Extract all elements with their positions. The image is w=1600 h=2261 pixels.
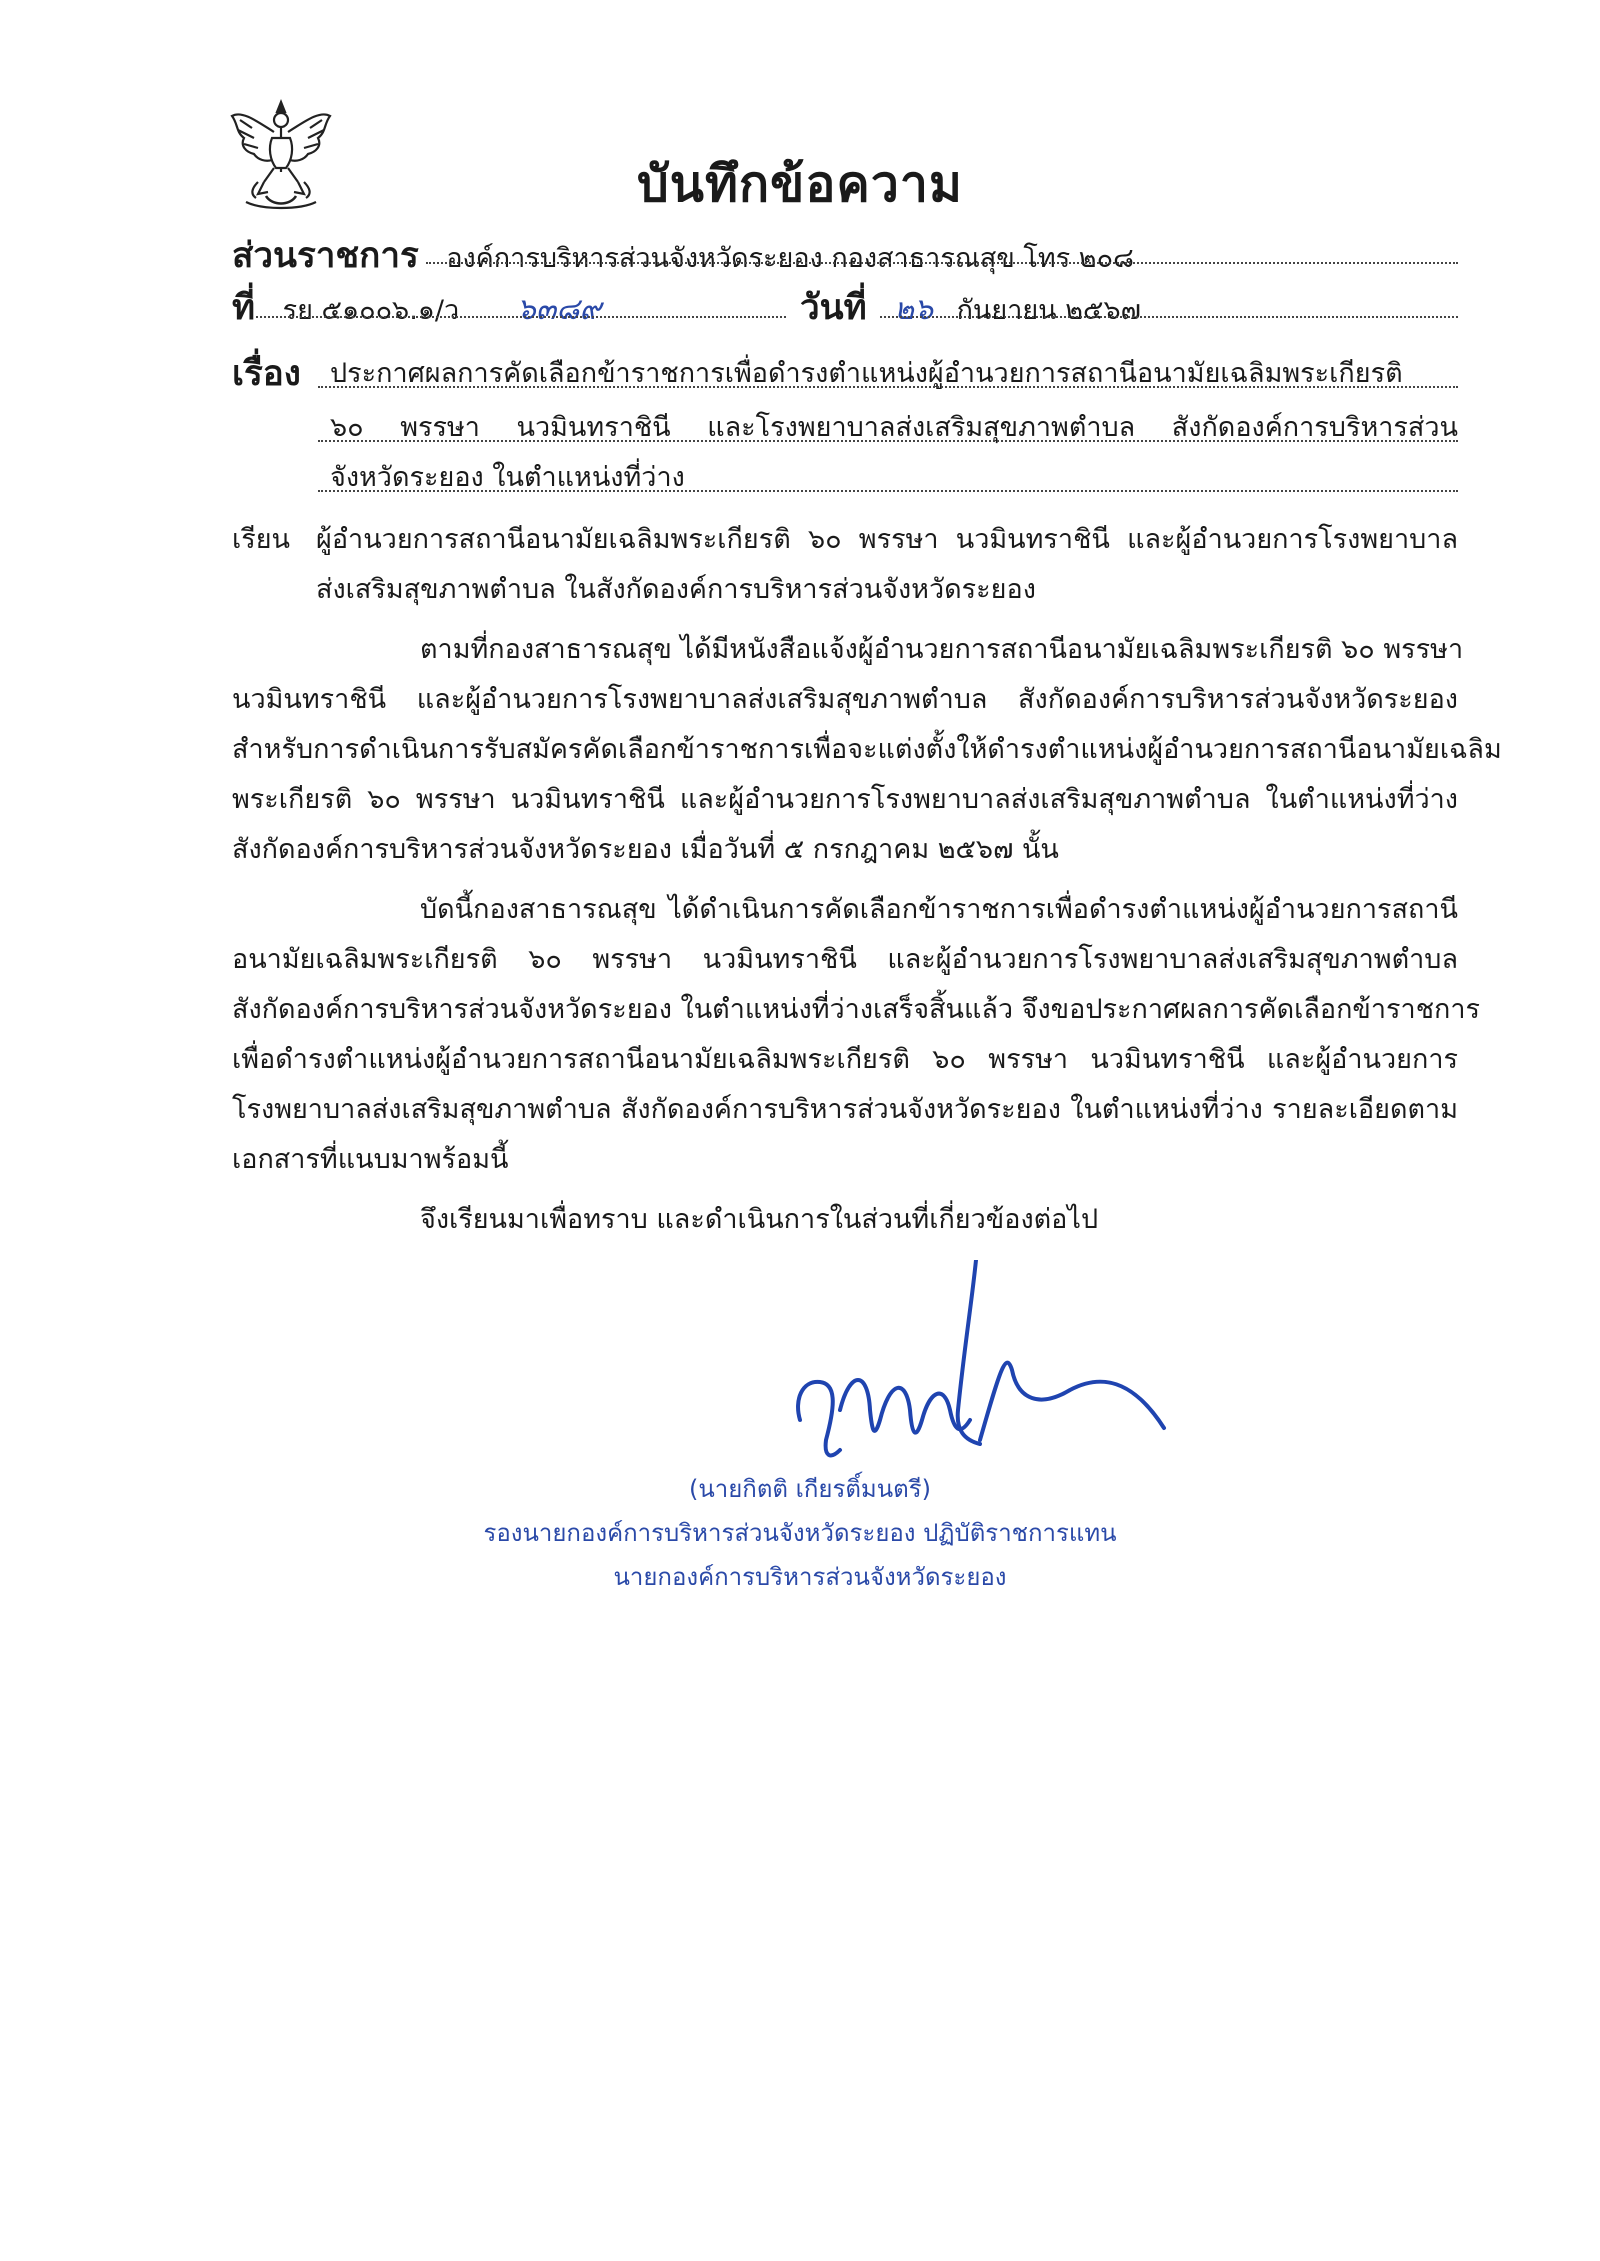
paragraph1-line-2: นวมินทราชินี และผู้อำนวยการโรงพยาบาลส่งเสริมสุขภาพตำบล สังกัดองค์การบริหารส่วนจังหวัดระยอง: [232, 684, 1458, 715]
closing-line: จึงเรียนมาเพื่อทราบ และดำเนินการในส่วนที่เกี่ยวข้องต่อไป: [420, 1204, 1099, 1235]
signatory-position-1: รองนายกองค์การบริหารส่วนจังหวัดระยอง ปฏิบัติราชการแทน: [483, 1519, 1117, 1547]
subject-dotline-3: [318, 490, 1458, 492]
ref-label: ที่: [232, 288, 256, 328]
document-title: บันทึกข้อความ: [637, 155, 963, 213]
signatory-name: (นายกิตติ เกียรติ์มนตรี): [689, 1475, 931, 1503]
paragraph2-line-5: โรงพยาบาลส่งเสริมสุขภาพตำบล สังกัดองค์การบริหารส่วนจังหวัดระยอง ในตำแหน่งที่ว่าง รายละเอียดตาม: [232, 1094, 1458, 1125]
date-dotline: [880, 316, 1458, 318]
subject-dotline-1: [318, 386, 1458, 388]
subject-line-3: จังหวัดระยอง ในตำแหน่งที่ว่าง: [330, 462, 685, 493]
subject-dotline-2: [318, 440, 1458, 442]
salutation-label: เรียน: [232, 524, 291, 555]
subject-line-1: ประกาศผลการคัดเลือกข้าราชการเพื่อดำรงตำแหน่งผู้อำนวยการสถานีอนามัยเฉลิมพระเกียรติ: [330, 358, 1403, 389]
agency-row: [232, 236, 1134, 279]
paragraph1-line-5: สังกัดองค์การบริหารส่วนจังหวัดระยอง เมื่อวันที่ ๕ กรกฎาคม ๒๕๖๗ นั้น: [232, 834, 1059, 865]
paragraph1-line-3: สำหรับการดำเนินการรับสมัครคัดเลือกข้าราชการเพื่อจะแต่งตั้งให้ดำรงตำแหน่งผู้อำนวยการสถานีอนามัยเฉลิม: [232, 734, 1502, 765]
ref-value: รย ๕๑๐๐๖.๑/ว: [282, 295, 460, 326]
salutation-line-2: ส่งเสริมสุขภาพตำบล ในสังกัดองค์การบริหารส่วนจังหวัดระยอง: [316, 574, 1036, 605]
paragraph2-line-3: สังกัดองค์การบริหารส่วนจังหวัดระยอง ในตำแหน่งที่ว่างเสร็จสิ้นแล้ว จึงขอประกาศผลการคัดเลือกข้าราชการ: [232, 994, 1481, 1025]
subject-label: เรื่อง: [232, 354, 301, 394]
agency-value: องค์การบริหารส่วนจังหวัดระยอง กองสาธารณสุข โทร ๒๐๘: [446, 243, 1134, 274]
paragraph2-line-2: อนามัยเฉลิมพระเกียรติ ๖๐ พรรษา นวมินทราชินี และผู้อำนวยการโรงพยาบาลส่งเสริมสุขภาพตำบล: [232, 944, 1458, 975]
paragraph1-line-1: ตามที่กองสาธารณสุข ได้มีหนังสือแจ้งผู้อำนวยการสถานีอนามัยเฉลิมพระเกียรติ ๖๐ พรรษา: [420, 634, 1464, 665]
paragraph2-line-6: เอกสารที่แนบมาพร้อมนี้: [232, 1144, 509, 1175]
agency-label: ส่วนราชการ: [232, 236, 419, 276]
ref-dotline: [256, 316, 786, 318]
date-month-year: กันยายน ๒๕๖๗: [956, 295, 1141, 326]
date-label: วันที่: [800, 288, 867, 328]
signatory-position-2: นายกองค์การบริหารส่วนจังหวัดระยอง: [613, 1563, 1007, 1591]
subject-line-2: ๖๐ พรรษา นวมินทราชินี และโรงพยาบาลส่งเสริมสุขภาพตำบล สังกัดองค์การบริหารส่วน: [330, 412, 1458, 443]
ref-number-handwritten: ๖๓๘๙: [516, 292, 602, 327]
agency-dotline: [426, 262, 1458, 264]
date-row: [800, 288, 1141, 331]
handwritten-signature: [780, 1260, 1200, 1490]
subject-label-wrap: [232, 354, 301, 396]
paragraph2-line-1: บัดนี้กองสาธารณสุข ได้ดำเนินการคัดเลือกข้าราชการเพื่อดำรงตำแหน่งผู้อำนวยการสถานี: [420, 894, 1458, 925]
paragraph1-line-4: พระเกียรติ ๖๐ พรรษา นวมินทราชินี และผู้อำนวยการโรงพยาบาลส่งเสริมสุขภาพตำบล ในตำแหน่งที่ว่าง: [232, 784, 1458, 815]
paragraph2-line-4: เพื่อดำรงตำแหน่งผู้อำนวยการสถานีอนามัยเฉลิมพระเกียรติ ๖๐ พรรษา นวมินทราชินี และผู้อำนวยการ: [232, 1044, 1458, 1075]
salutation-line-1: ผู้อำนวยการสถานีอนามัยเฉลิมพระเกียรติ ๖๐ พรรษา นวมินทราชินี และผู้อำนวยการโรงพยาบาล: [316, 524, 1458, 555]
date-day-handwritten: ๒๖: [894, 292, 934, 327]
ref-row: [232, 288, 601, 331]
